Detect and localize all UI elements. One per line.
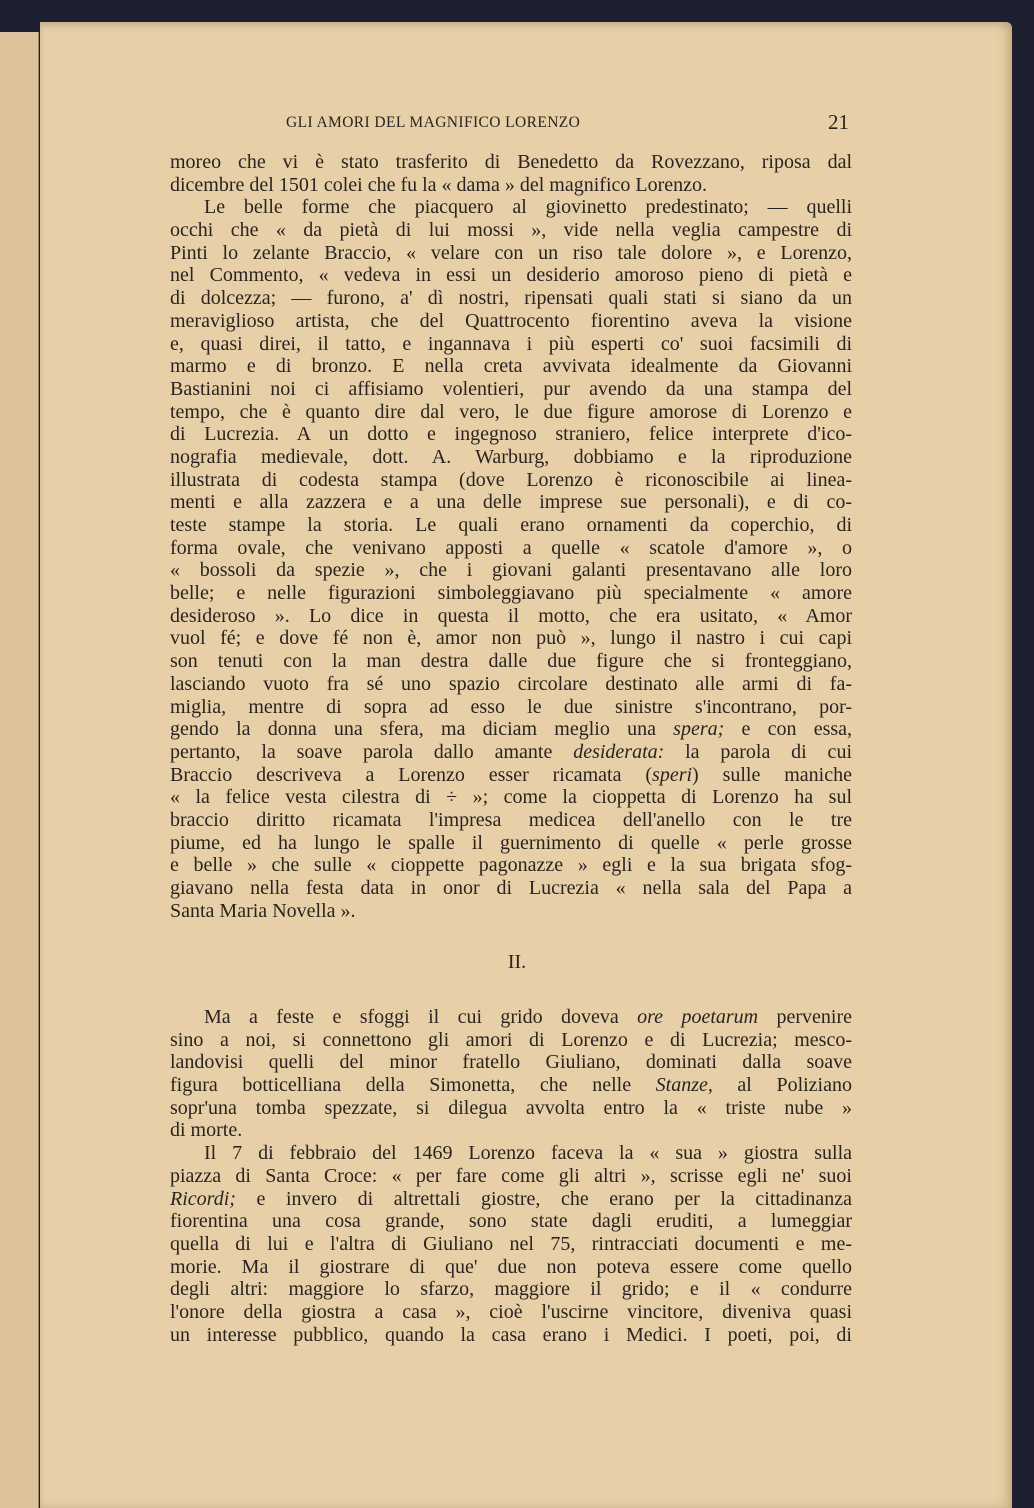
text-line [170, 423, 852, 446]
text-segment: piazza di Santa Croce: « per fare come gli altri », scrisse egli ne' suoi [170, 1164, 852, 1187]
text-segment: ) sulle maniche [692, 763, 852, 786]
text-line [170, 1029, 852, 1052]
text-line [170, 786, 852, 809]
text-line [170, 310, 852, 333]
text-line [170, 151, 852, 174]
italic-text: speri [652, 763, 693, 786]
text-segment: fiorentina una cosa grande, sono state dagli eruditi, a lumeggiar [170, 1210, 852, 1233]
text-segment: belle; e nelle figurazioni simboleggiavano più specialmente « amore [170, 582, 852, 605]
italic-text: spera; [673, 718, 725, 741]
text-segment: forma ovale, che venivano apposti a quelle « scatole d'amore », o [170, 536, 852, 559]
text-segment: « la felice vesta cilestra di ÷ »; come la cioppetta di Lorenzo ha sul [170, 786, 852, 809]
text-segment: Le belle forme che piacquero al giovinetto predestinato; — quelli [204, 196, 852, 219]
text-line [170, 741, 852, 764]
text-line [170, 1233, 852, 1256]
text-line [170, 446, 852, 469]
text-segment: di morte. [170, 1119, 243, 1142]
italic-text: Stanze, [655, 1074, 713, 1097]
section-heading: II. [507, 951, 527, 973]
text-segment: dicembre del 1501 colei che fu la « dama » del magnifico Lorenzo. [170, 173, 708, 196]
page-number: 21 [828, 110, 849, 134]
text-line [170, 832, 852, 855]
text-line [170, 854, 852, 877]
text-segment: lasciando vuoto fra sé uno spazio circolare destinato alle armi di fa- [170, 672, 852, 695]
text-segment: giavano nella festa data in onor di Lucrezia « nella sala del Papa a [170, 877, 852, 899]
text-line [170, 1188, 852, 1211]
text-segment: piume, ed ha lungo le spalle il guernimento di quelle « perle grosse [170, 831, 852, 854]
text-segment: braccio diritto ricamata l'impresa medicea dell'anello con le tre [170, 808, 852, 831]
text-line [170, 1324, 852, 1347]
text-line [170, 264, 852, 287]
text-segment: Santa Maria Novella ». [170, 899, 356, 922]
text-line [170, 537, 852, 560]
text-segment: tempo, che è quanto dire dal vero, le due figure amorose di Lorenzo e [170, 400, 852, 423]
text-segment: Braccio descriveva a Lorenzo esser ricamata ( [170, 763, 653, 786]
text-line [170, 627, 852, 650]
text-segment: e invero di altrettali giostre, che erano per la cittadinanza [235, 1187, 852, 1210]
text-line [170, 401, 852, 424]
text-segment: di Lucrezia. A un dotto e ingegnoso straniero, felice interprete d'ico- [170, 423, 852, 446]
text-line [170, 582, 852, 605]
text-segment: Bastianini noi ci affisiamo volentieri, pur avendo da una stampa del [170, 377, 852, 400]
text-line [170, 1051, 852, 1074]
text-line [170, 559, 852, 582]
text-line [170, 877, 852, 900]
text-segment: e con essa, [724, 718, 853, 741]
text-segment: sopr'una tomba spezzate, si dilegua avvolta entro la « triste nube » [170, 1096, 852, 1119]
text-segment: sino a noi, si connettono gli amori di Lorenzo e di Lucrezia; mesco- [170, 1028, 852, 1051]
text-segment: l'onore della giostra a casa », cioè l'uscirne vincitore, diveniva quasi [170, 1300, 852, 1323]
text-line [170, 219, 852, 242]
text-segment: e belle » che sulle « cioppette pagonazze » egli e la sua brigata sfog- [170, 854, 852, 877]
text-segment: un interesse pubblico, quando la casa erano i Medici. I poeti, poi, di [170, 1323, 852, 1346]
text-line [170, 809, 852, 832]
previous-page-edge [0, 32, 39, 1508]
text-segment: figura botticelliana della Simonetta, che nelle [170, 1074, 656, 1097]
text-segment: pervenire [758, 1006, 853, 1028]
text-line [170, 1256, 852, 1279]
text-segment: di dolcezza; — furono, a' dì nostri, ripensati quali stati si siano da un [170, 287, 852, 310]
text-segment: miglia, mentre di sopra ad esso le due sinistre s'incontrano, por- [170, 695, 852, 718]
text-segment: occhi che « da pietà di lui mossi », vide nella veglia campestre di [170, 219, 852, 242]
text-line [170, 650, 852, 673]
text-line [170, 605, 852, 628]
text-line [170, 174, 852, 197]
text-segment: Ma a feste e sfoggi il cui grido doveva [204, 1006, 638, 1028]
italic-text: Ricordi; [170, 1187, 236, 1210]
italic-text: ore poetarum [637, 1006, 759, 1028]
text-segment: quella di lui e l'altra di Giuliano nel 75, rintracciati documenti e me- [170, 1232, 852, 1255]
text-line [170, 1097, 852, 1120]
text-segment: son tenuti con la man destra dalle due figure che si fronteggiano, [170, 650, 852, 673]
text-segment: landovisi quelli del minor fratello Giuliano, dominati dalla soave [170, 1051, 852, 1074]
text-segment: nel Commento, « vedeva in essi un desiderio amoroso pieno di pietà e [170, 264, 852, 287]
text-line [170, 764, 852, 787]
text-line [170, 469, 852, 492]
running-title: GLI AMORI DEL MAGNIFICO LORENZO [286, 114, 581, 131]
text-line [170, 242, 852, 265]
text-line [170, 196, 852, 219]
text-line [170, 1210, 852, 1233]
text-block-1 [170, 151, 852, 922]
text-segment: nografia medievale, dott. A. Warburg, dobbiamo e la riproduzione [170, 445, 852, 468]
text-line [170, 287, 852, 310]
text-segment: al Poliziano [712, 1074, 852, 1097]
text-segment: gendo la donna una sfera, ma diciam meglio una [170, 718, 674, 741]
text-segment: degli altri: maggiore lo sfarzo, maggiore il grido; e il « condurre [170, 1278, 852, 1301]
text-segment: Il 7 di febbraio del 1469 Lorenzo faceva la « sua » giostra sulla [204, 1142, 852, 1165]
text-line [170, 491, 852, 514]
text-line [170, 1278, 852, 1301]
text-line [170, 673, 852, 696]
text-line [170, 1006, 852, 1029]
text-segment: meraviglioso artista, che del Quattrocento fiorentino aveva la visione [170, 309, 852, 332]
text-line [170, 1165, 852, 1188]
text-line [170, 514, 852, 537]
text-line [170, 718, 852, 741]
text-segment: teste stampe la storia. Le quali erano ornamenti da coperchio, di [170, 514, 852, 536]
text-line [170, 1074, 852, 1097]
text-segment: illustrata di codesta stampa (dove Lorenzo è riconoscibile ai linea- [170, 468, 852, 491]
text-block-2 [170, 1006, 852, 1346]
text-line [170, 355, 852, 378]
text-segment: Pinti lo zelante Braccio, « velare con un riso tale dolore », e Lorenzo, [170, 241, 852, 264]
text-segment: moreo che vi è stato trasferito di Benedetto da Rovezzano, riposa dal [170, 151, 852, 173]
text-segment: « bossoli da spezie », che i giovani galanti presentavano alle loro [170, 559, 852, 582]
text-line [170, 900, 852, 923]
text-segment: vuol fé; e dove fé non è, amor non può », lungo il nastro i cui capi [170, 627, 852, 650]
text-line [170, 1142, 852, 1165]
text-line [170, 333, 852, 356]
text-line [170, 696, 852, 719]
text-segment: la parola di cui [664, 740, 852, 763]
text-segment: pertanto, la soave parola dallo amante [170, 740, 574, 763]
text-segment: menti e alla zazzera e a una delle imprese sue personali), e di co- [170, 491, 852, 514]
text-segment: morie. Ma il giostrare di que' due non poteva essere come quello [170, 1255, 852, 1278]
text-line [170, 378, 852, 401]
italic-text: desiderata: [573, 740, 665, 763]
text-segment: e, quasi direi, il tatto, e ingannava i più esperti co' suoi facsimili di [170, 332, 852, 355]
text-segment: desideroso ». Lo dice in questa il motto, che era usitato, « Amor [170, 604, 852, 627]
text-segment: marmo e di bronzo. E nella creta avvivata idealmente da Giovanni [170, 355, 852, 378]
text-line [170, 1301, 852, 1324]
text-line [170, 1119, 852, 1142]
